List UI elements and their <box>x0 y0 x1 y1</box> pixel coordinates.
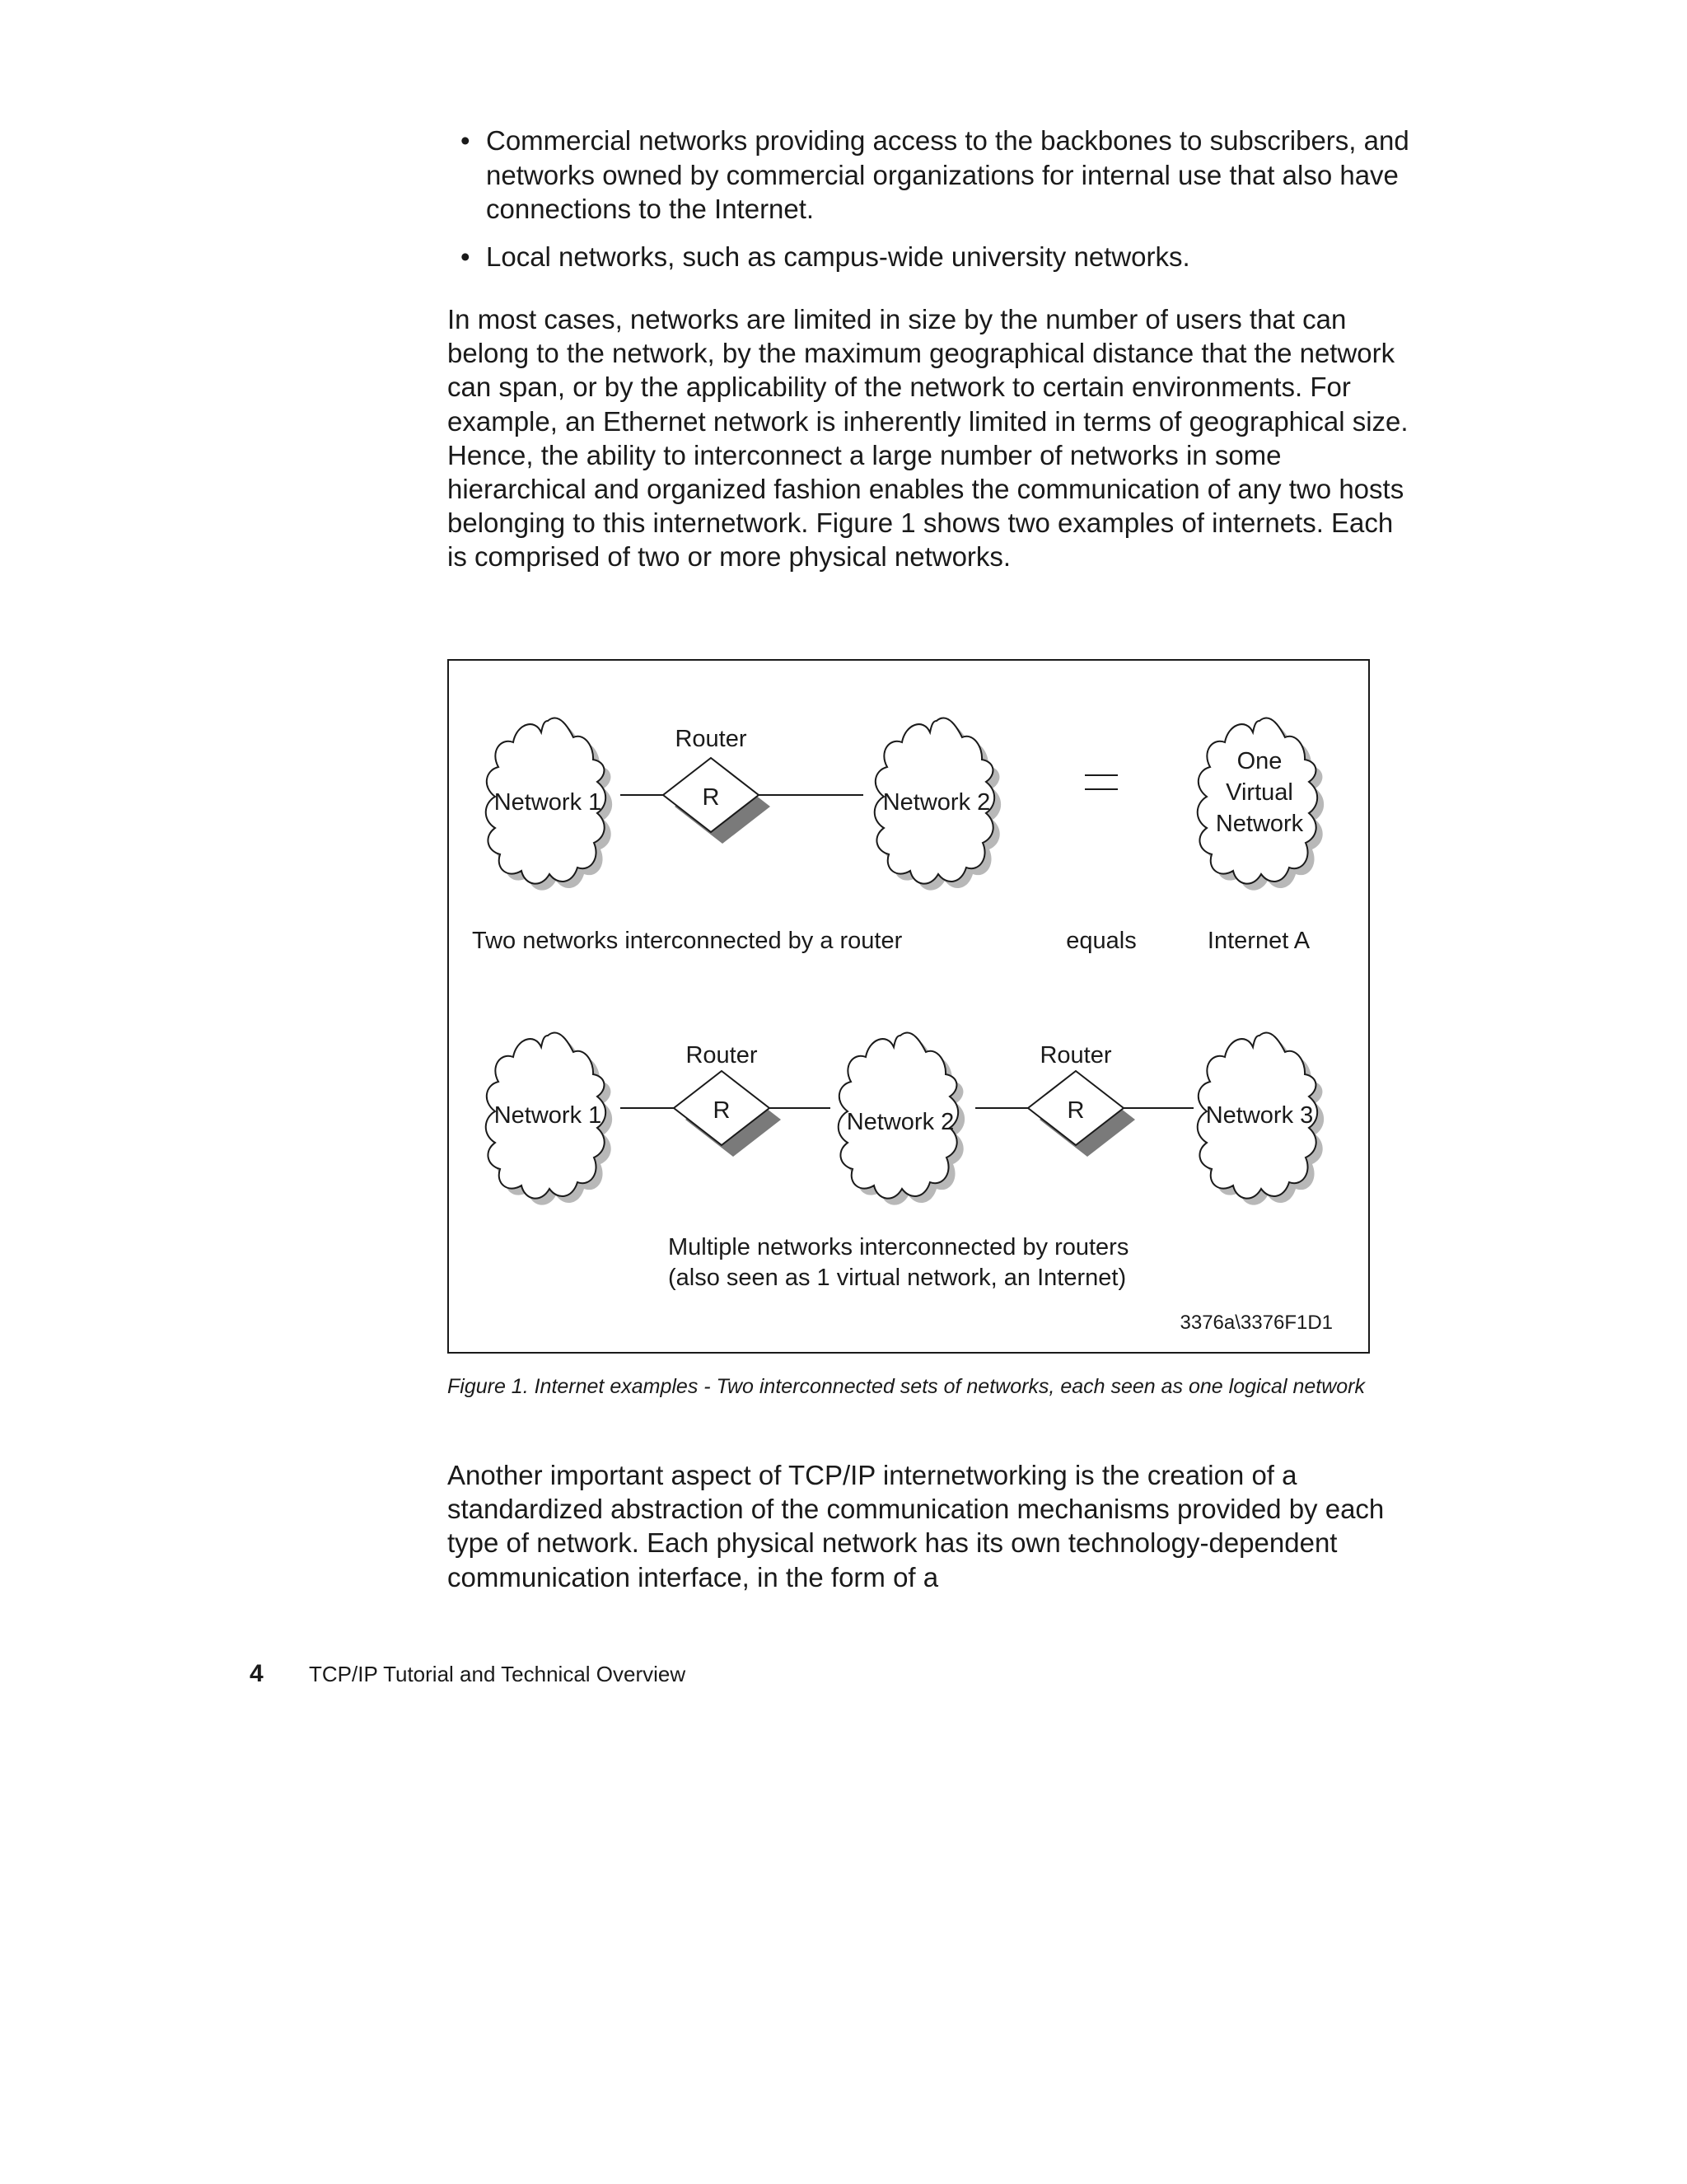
cloud-network1-top <box>486 718 612 891</box>
virtual-label-virtual: Virtual <box>1226 779 1293 806</box>
figure-internet-examples <box>447 659 1370 1354</box>
virtual-label-network: Network <box>1215 811 1304 837</box>
router-label: Router <box>675 726 747 752</box>
cloud-network2-bottom <box>839 1033 965 1205</box>
cloud-network3-bottom <box>1198 1033 1324 1205</box>
bullet-text: Local networks, such as campus-wide university networks. <box>486 241 1190 272</box>
caption-multiple-networks: Multiple networks interconnected by routers <box>668 1234 1129 1260</box>
router-bottom-2 <box>1028 1042 1135 1157</box>
list-item <box>447 240 1419 274</box>
network3-label: Network 3 <box>1205 1102 1314 1129</box>
paragraph: Another important aspect of TCP/IP internetworking is the creation of a standardized abstraction of the communication mechanisms provided by each type of network. Each physical network has its own technology-dependent communication interface, in the form of a <box>447 1460 1385 1592</box>
router-symbol: R <box>713 1097 731 1124</box>
router-symbol: R <box>1067 1097 1085 1124</box>
cloud-network1-bottom <box>486 1033 612 1205</box>
bullet-dot: • <box>460 125 470 156</box>
caption-virtual-network: (also seen as 1 virtual network, an Internet) <box>668 1265 1127 1291</box>
network1-label: Network 1 <box>493 1102 602 1129</box>
list-item <box>447 124 1419 227</box>
bullet-text: Commercial networks providing access to the backbones to subscribers, and networks owned by commercial organizations for internal use that also have connections to the Internet. <box>486 125 1409 224</box>
router-symbol: R <box>702 784 720 811</box>
caption-equals: equals <box>1066 928 1137 954</box>
router-label: Router <box>1040 1042 1112 1069</box>
network2-label: Network 2 <box>846 1109 955 1135</box>
router-top <box>663 726 770 844</box>
router-bottom-1 <box>674 1042 781 1157</box>
book-title: TCP/IP Tutorial and Technical Overview <box>309 1662 686 1686</box>
figure-caption: Figure 1. Internet examples - Two interconnected sets of networks, each seen as one logical network <box>447 1375 1366 1398</box>
cloud-network2-top <box>875 718 1001 891</box>
cloud-virtual-network <box>1198 718 1324 891</box>
paragraph: In most cases, networks are limited in size by the number of users that can belong to the network, by the maximum geographical distance that the network can span, or by the applicability of the network to certain environments. For example, an Ethernet network is inherently limited in terms of geographical size. Hence, the ability to interconnect a large number of networks in some hierarchical and organized fashion enables the communication of any two hosts belonging to this internetwork. Figure 1 shows two examples of internets. Each is comprised of two or more physical networks. <box>447 304 1409 573</box>
page-number: 4 <box>250 1660 264 1687</box>
network-diagram <box>449 661 1368 1352</box>
network2-label: Network 2 <box>882 789 991 816</box>
router-label: Router <box>685 1042 758 1069</box>
equals-sign-icon <box>1085 775 1118 789</box>
figure-id: 3376a\3376F1D1 <box>1180 1312 1333 1334</box>
bullet-dot: • <box>460 241 470 272</box>
network1-label: Network 1 <box>493 789 602 816</box>
virtual-label-one: One <box>1236 748 1283 774</box>
page-footer <box>250 1660 685 1688</box>
bullet-list <box>447 124 1419 287</box>
caption-internet-a: Internet A <box>1207 928 1311 954</box>
caption-two-networks: Two networks interconnected by a router <box>472 928 903 954</box>
